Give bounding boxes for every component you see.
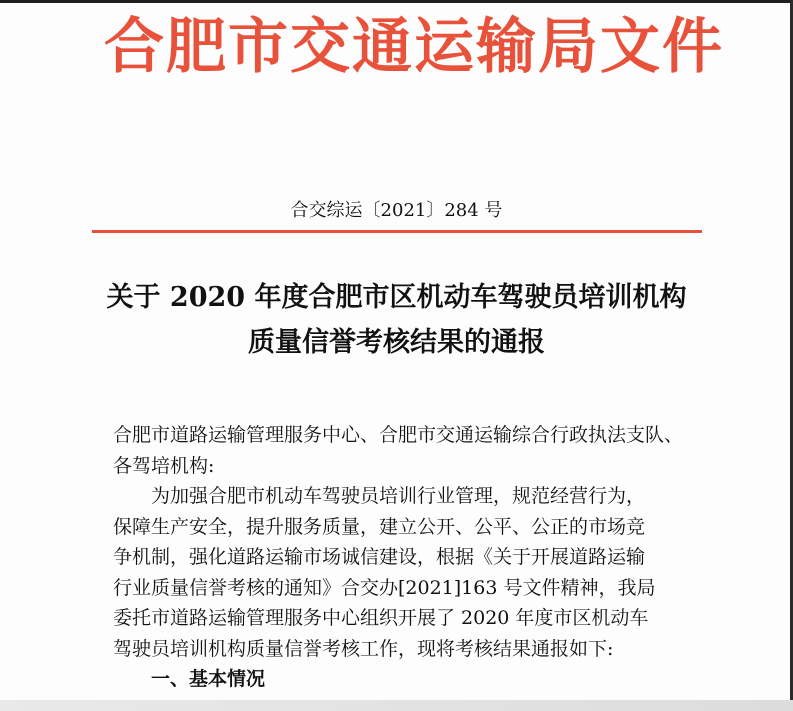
paragraph-line: 委托市道路运输管理服务中心组织开展了 2020 年度市区机动车 — [113, 607, 649, 629]
notice-title — [0, 275, 793, 365]
bottom-scroll-area — [0, 700, 793, 711]
paragraph-line: 为加强合肥市机动车驾驶员培训行业管理，规范经营行为， — [151, 485, 646, 507]
red-header-rule — [92, 230, 702, 233]
paragraph-line: 行业质量信誉考核的通知》合交办[2021]163 号文件精神，我局 — [113, 576, 656, 599]
document-number: 合交综运〔2021〕284 号 — [290, 200, 503, 221]
notice-title-line: 关于 2020 年度合肥市区机动车驾驶员培训机构 — [106, 282, 687, 313]
document-body — [113, 420, 713, 695]
notice-title-line: 质量信誉考核结果的通报 — [248, 327, 545, 358]
document-header-title: 合肥市交通运输局文件 — [104, 12, 724, 82]
section-heading: 一、基本情况 — [151, 668, 266, 690]
paragraph-line: 驾驶员培训机构质量信誉考核工作，现将考核结果通报如下: — [113, 637, 614, 660]
addressee-line: 合肥市道路运输管理服务中心、合肥市交通运输综合行政执法支队、 — [113, 424, 684, 446]
top-edge-divider — [0, 0, 793, 3]
paragraph-line: 保障生产安全，提升服务质量，建立公开、公平、公正的市场竞 — [113, 515, 646, 538]
addressee-line: 各驾培机构: — [113, 454, 215, 477]
paragraph-line: 争机制，强化道路运输市场诚信建设，根据《关于开展道路运输 — [113, 546, 646, 568]
